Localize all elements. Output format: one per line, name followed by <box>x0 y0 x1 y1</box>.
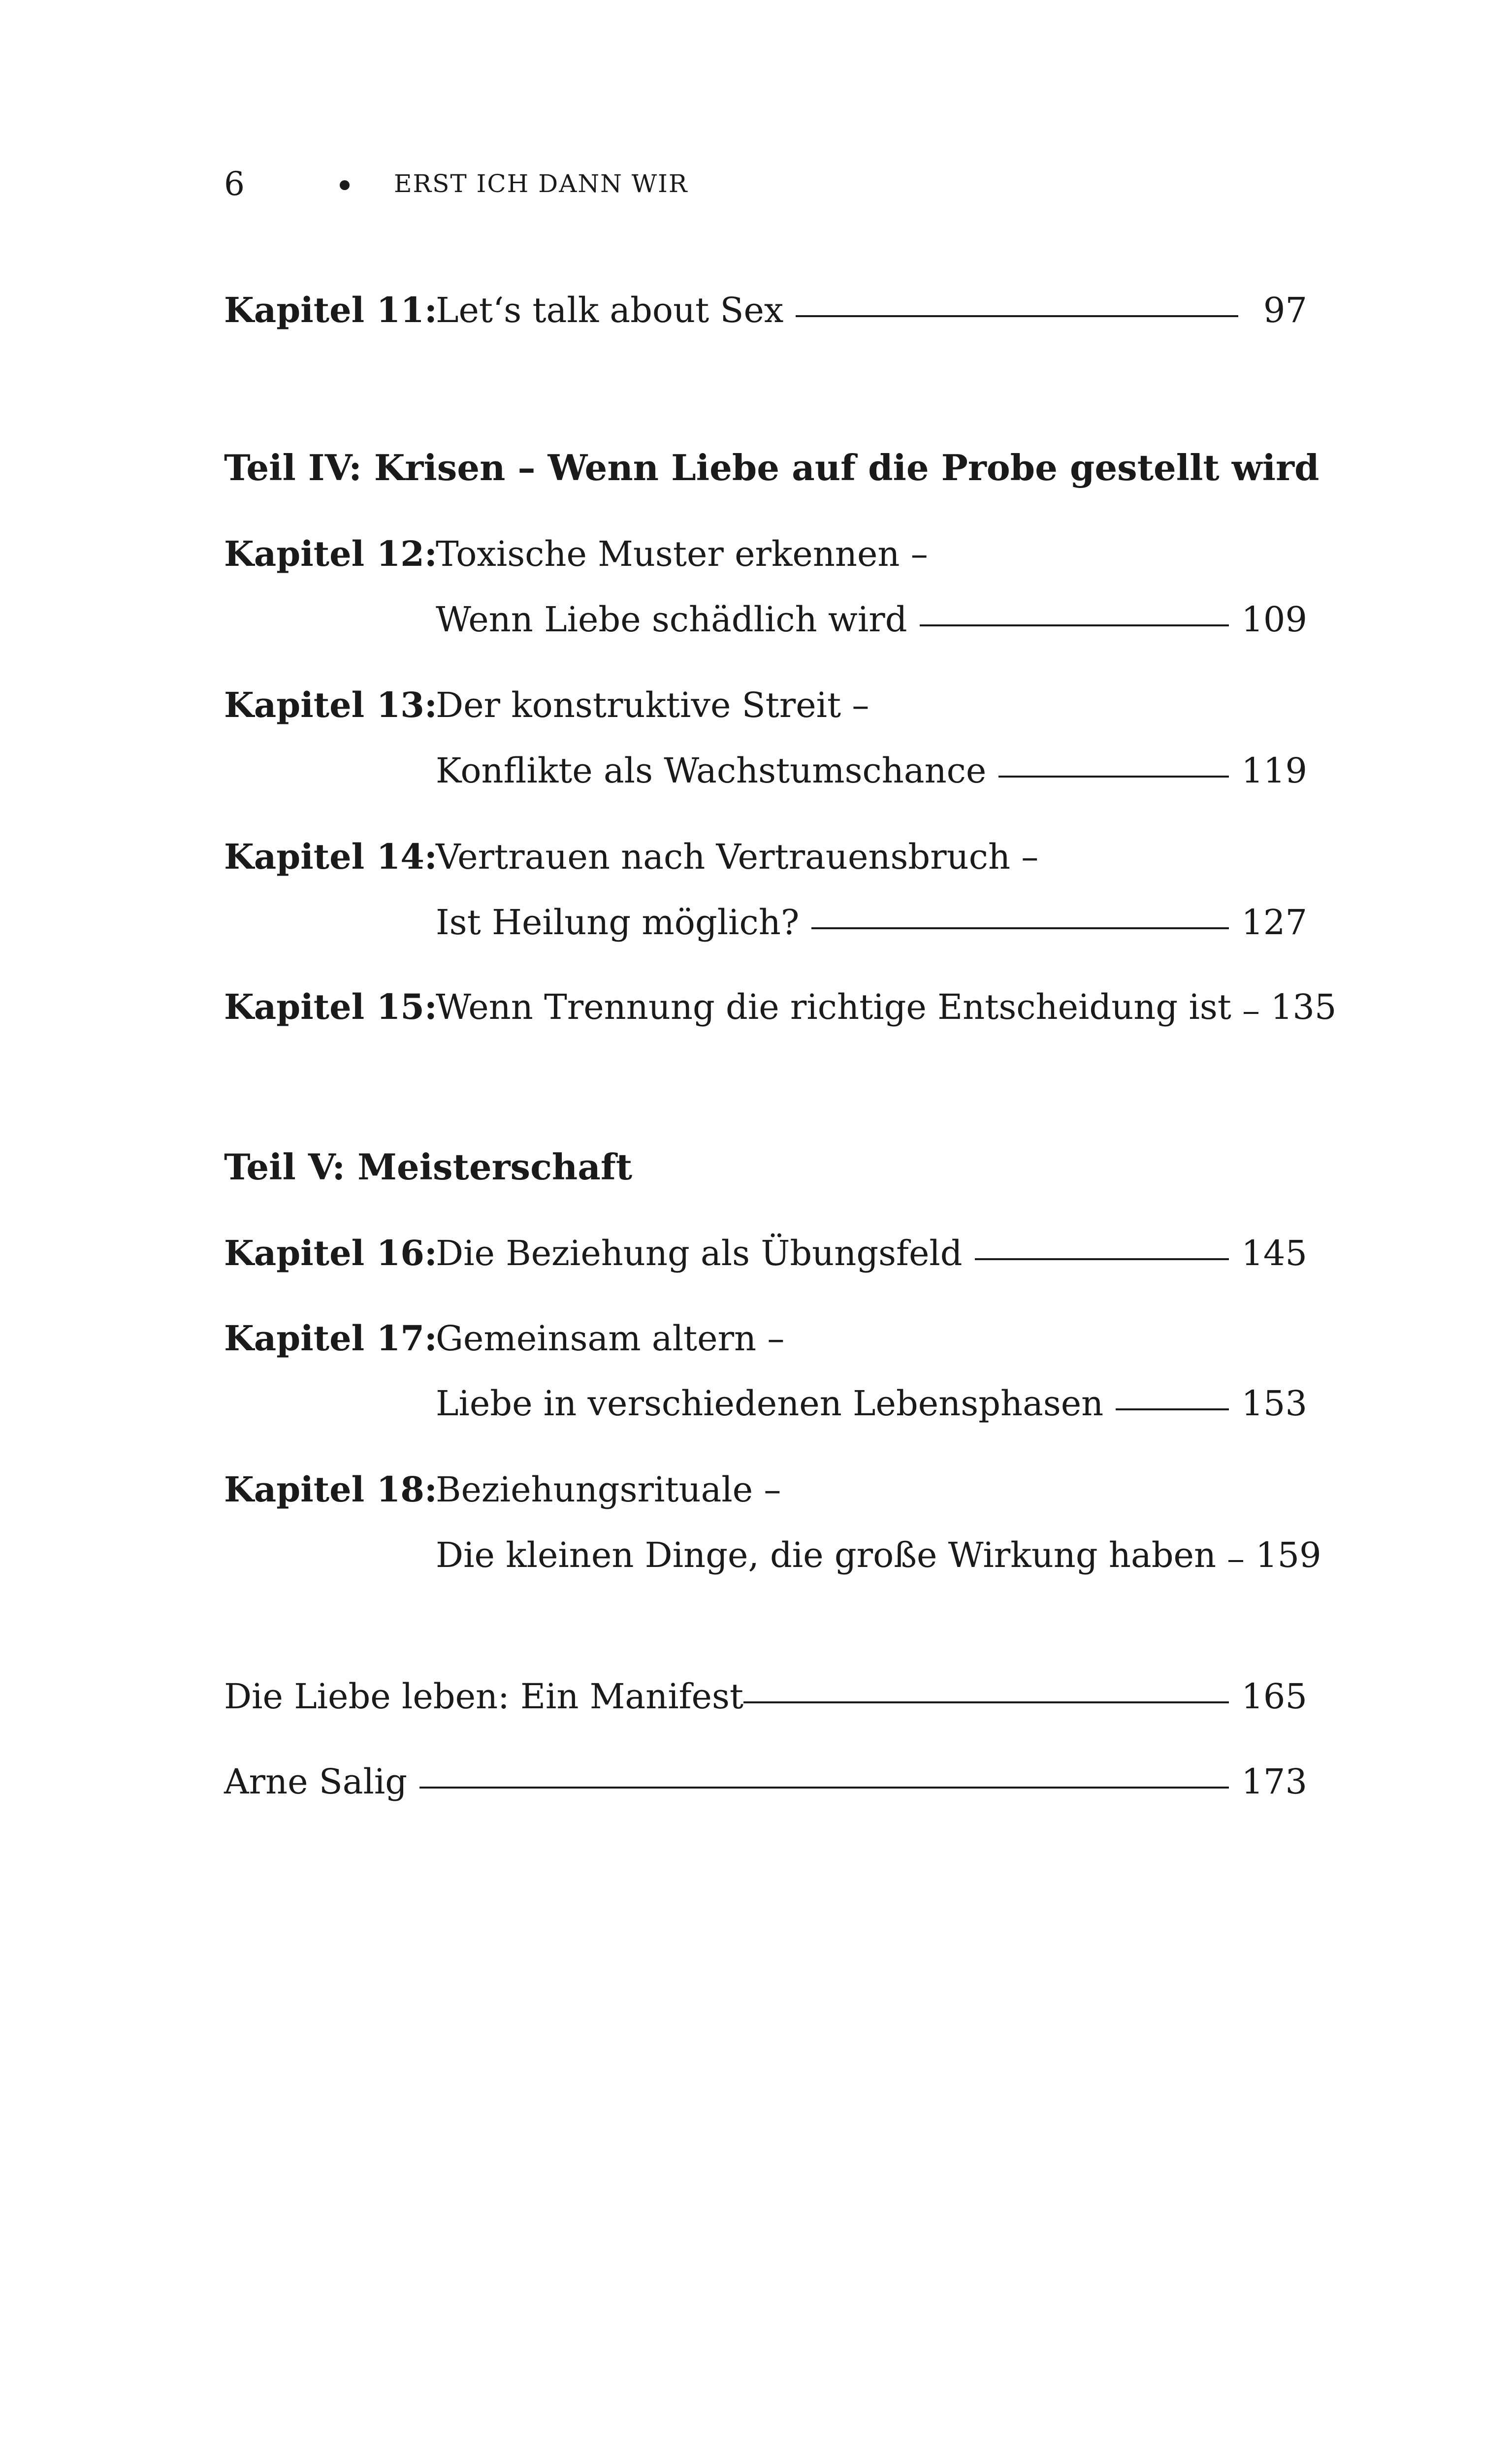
toc-entry-chapter-13-cont[interactable] <box>224 746 1307 795</box>
chapter-label: Kapitel 16: <box>224 1233 437 1273</box>
bullet-icon <box>340 180 350 190</box>
page-ref: 135 <box>1270 987 1337 1027</box>
chapter-title-line1: Vertrauen nach Vertrauensbruch – <box>436 837 1039 877</box>
toc-entry-chapter-14-cont[interactable] <box>224 898 1307 947</box>
toc-entry-chapter-13[interactable] <box>224 681 1307 730</box>
page-ref: 165 <box>1241 1676 1307 1717</box>
toc-entry-chapter-18-cont[interactable] <box>224 1531 1321 1580</box>
chapter-title-line2: Ist Heilung möglich? <box>436 902 800 943</box>
dot-leader <box>1244 1012 1258 1014</box>
running-title: ERST ICH DANN WIR <box>394 169 688 198</box>
page-ref: 173 <box>1241 1761 1307 1802</box>
chapter-title-line1: Beziehungsrituale – <box>436 1469 781 1510</box>
toc-entry-chapter-15[interactable] <box>224 982 1337 1032</box>
dot-leader <box>419 1787 1229 1789</box>
entry-title: Arne Salig <box>224 1761 408 1802</box>
chapter-title-line2: Wenn Liebe schädlich wird <box>436 599 907 640</box>
dot-leader <box>811 927 1229 929</box>
chapter-label: Kapitel 17: <box>224 1318 437 1359</box>
toc-entry-chapter-16[interactable] <box>224 1229 1307 1278</box>
chapter-title-line1: Der konstruktive Streit – <box>436 685 869 725</box>
running-header <box>224 157 688 211</box>
page-number: 6 <box>224 164 245 203</box>
entry-title: Die Liebe leben: Ein Manifest <box>224 1676 744 1717</box>
chapter-label: Kapitel 15: <box>224 986 437 1027</box>
toc-entry-chapter-17-cont[interactable] <box>224 1379 1307 1428</box>
page-ref: 119 <box>1241 750 1307 791</box>
page-ref: 127 <box>1241 902 1307 943</box>
toc-entry-chapter-12[interactable] <box>224 529 1307 579</box>
toc-entry-author[interactable] <box>224 1757 1307 1806</box>
dot-leader <box>975 1258 1229 1260</box>
toc-entry-chapter-14[interactable] <box>224 832 1307 881</box>
toc-entry-chapter-11[interactable] <box>224 286 1307 335</box>
chapter-title: Wenn Trennung die richtige Entscheidung ist <box>436 987 1231 1027</box>
page-ref: 153 <box>1241 1383 1307 1424</box>
chapter-label: Kapitel 11: <box>224 290 437 330</box>
page-ref: 159 <box>1255 1535 1321 1575</box>
chapter-label: Kapitel 14: <box>224 836 437 877</box>
dot-leader <box>796 315 1238 317</box>
dot-leader <box>1116 1408 1229 1410</box>
chapter-title-line2: Liebe in verschiedenen Lebensphasen <box>436 1383 1104 1424</box>
chapter-title-line2: Konflikte als Wachstumschance <box>436 750 987 791</box>
toc-entry-chapter-12-cont[interactable] <box>224 595 1307 644</box>
part-heading-v: Teil V: Meisterschaft <box>224 1146 633 1188</box>
chapter-label: Kapitel 12: <box>224 533 437 574</box>
dot-leader <box>920 624 1229 626</box>
page-ref: 145 <box>1241 1233 1307 1273</box>
dot-leader <box>743 1701 1229 1703</box>
chapter-title: Die Beziehung als Übungsfeld <box>436 1233 963 1273</box>
chapter-label: Kapitel 13: <box>224 684 437 725</box>
toc-entry-manifest[interactable] <box>224 1672 1307 1721</box>
chapter-title: Let‘s talk about Sex <box>436 290 784 330</box>
page-ref: 97 <box>1263 290 1307 330</box>
part-heading-iv: Teil IV: Krisen – Wenn Liebe auf die Probe gestellt wird <box>224 447 1319 489</box>
chapter-title-line2: Die kleinen Dinge, die große Wirkung haben <box>436 1535 1217 1575</box>
toc-entry-chapter-17[interactable] <box>224 1314 1307 1363</box>
dot-leader <box>1228 1560 1243 1562</box>
dot-leader <box>998 776 1229 778</box>
chapter-label: Kapitel 18: <box>224 1469 437 1510</box>
chapter-title-line1: Toxische Muster erkennen – <box>436 534 928 574</box>
page-ref: 109 <box>1241 599 1307 640</box>
toc-entry-chapter-18[interactable] <box>224 1465 1307 1514</box>
chapter-title-line1: Gemeinsam altern – <box>436 1318 785 1359</box>
